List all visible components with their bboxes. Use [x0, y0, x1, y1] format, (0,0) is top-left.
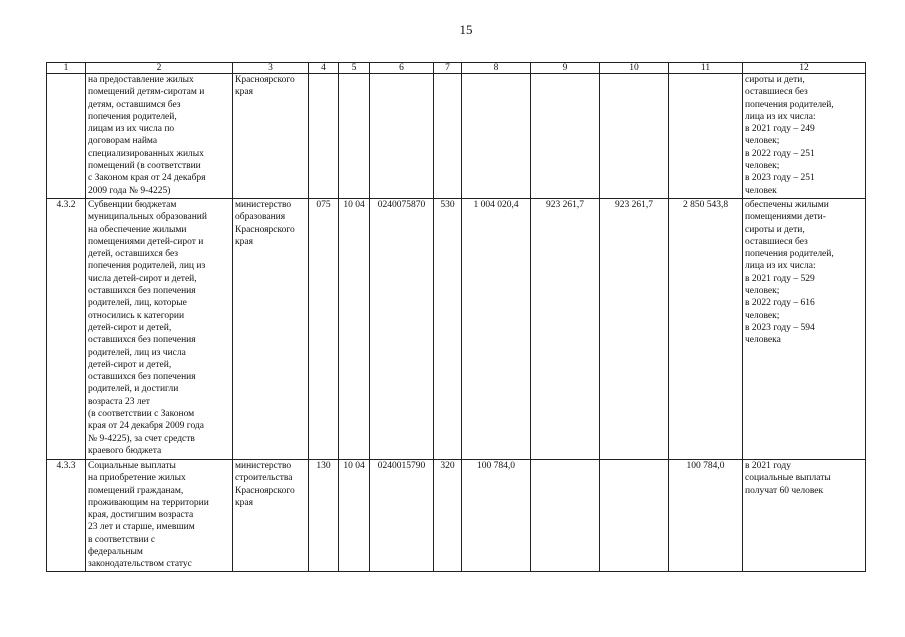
amount-2023	[600, 460, 669, 572]
page-number: 15	[459, 22, 473, 37]
table-row	[47, 74, 866, 199]
column-header: 8	[462, 63, 531, 74]
responsible-executor: Красноярского края	[233, 74, 309, 199]
expected-result: сироты и дети, оставшиеся без попечения родителей, лица из их числа: в 2021 году – 249 человек; в 2022 году – 251 человек; в 2023 году – 251 человек	[743, 74, 866, 199]
expense-type-code	[434, 74, 462, 199]
program-activities-table	[46, 62, 866, 572]
responsible-executor: министерство образования Красноярского края	[233, 199, 309, 460]
expected-result: обеспечены жилыми помещениями дети- сироты и дети, оставшиеся без попечения родителей, лица из их числа: в 2021 году – 529 человек; в 2022 году – 616 человек; в 2023 году – 594 человека	[743, 199, 866, 460]
amount-2022	[531, 460, 600, 572]
amount-2021: 100 784,0	[462, 460, 531, 572]
row-number: 4.3.2	[47, 199, 86, 460]
section-code: 10 04	[339, 460, 370, 572]
table-row	[47, 460, 866, 572]
amount-2022	[531, 74, 600, 199]
column-header: 6	[370, 63, 434, 74]
grbs-code: 130	[309, 460, 339, 572]
activity-name: Социальные выплаты на приобретение жилых помещений гражданам, проживающим на территории края, достигшим возраста 23 лет и старше, имевшим в соответствии с федеральным законодательством статус	[86, 460, 233, 572]
amount-2023	[600, 74, 669, 199]
amount-2023: 923 261,7	[600, 199, 669, 460]
column-header: 4	[309, 63, 339, 74]
activity-name: Субвенции бюджетам муниципальных образований на обеспечение жилыми помещениями детей-сирот и детей, оставшихся без попечения родителей, лиц из числа детей-сирот и детей, оставшихся без попечения родителей, лиц, которые относились к категории детей-сирот и детей, оставшихся без попечения родителей, лиц из числа детей-сирот и детей, оставшихся без попечения родителей, и достигли возраста 23 лет (в соответствии с Законом края от 24 декабря 2009 года № 9-4225), за счет средств краевого бюджета	[86, 199, 233, 460]
amount-total: 100 784,0	[669, 460, 743, 572]
row-number	[47, 74, 86, 199]
amount-2021: 1 004 020,4	[462, 199, 531, 460]
amount-2022: 923 261,7	[531, 199, 600, 460]
column-header: 3	[233, 63, 309, 74]
target-article-code: 0240075870	[370, 199, 434, 460]
column-header: 9	[531, 63, 600, 74]
amount-total: 2 850 543,8	[669, 199, 743, 460]
section-code	[339, 74, 370, 199]
target-article-code: 0240015790	[370, 460, 434, 572]
column-header: 10	[600, 63, 669, 74]
expense-type-code: 320	[434, 460, 462, 572]
expense-type-code: 530	[434, 199, 462, 460]
column-header: 11	[669, 63, 743, 74]
column-header: 7	[434, 63, 462, 74]
column-header: 5	[339, 63, 370, 74]
activity-name: на предоставление жилых помещений детям-сиротам и детям, оставшимся без попечения родителей, лицам из их числа по договорам найма специализированных жилых помещений (в соответствии с Законом края от 24 декабря 2009 года № 9-4225)	[86, 74, 233, 199]
column-header: 12	[743, 63, 866, 74]
amount-2021	[462, 74, 531, 199]
grbs-code	[309, 74, 339, 199]
row-number: 4.3.3	[47, 460, 86, 572]
expected-result: в 2021 году социальные выплаты получат 60 человек	[743, 460, 866, 572]
column-number-header-row	[47, 63, 866, 74]
amount-total	[669, 74, 743, 199]
column-header: 2	[86, 63, 233, 74]
grbs-code: 075	[309, 199, 339, 460]
section-code: 10 04	[339, 199, 370, 460]
column-header: 1	[47, 63, 86, 74]
table-row	[47, 199, 866, 460]
target-article-code	[370, 74, 434, 199]
responsible-executor: министерство строительства Красноярского края	[233, 460, 309, 572]
